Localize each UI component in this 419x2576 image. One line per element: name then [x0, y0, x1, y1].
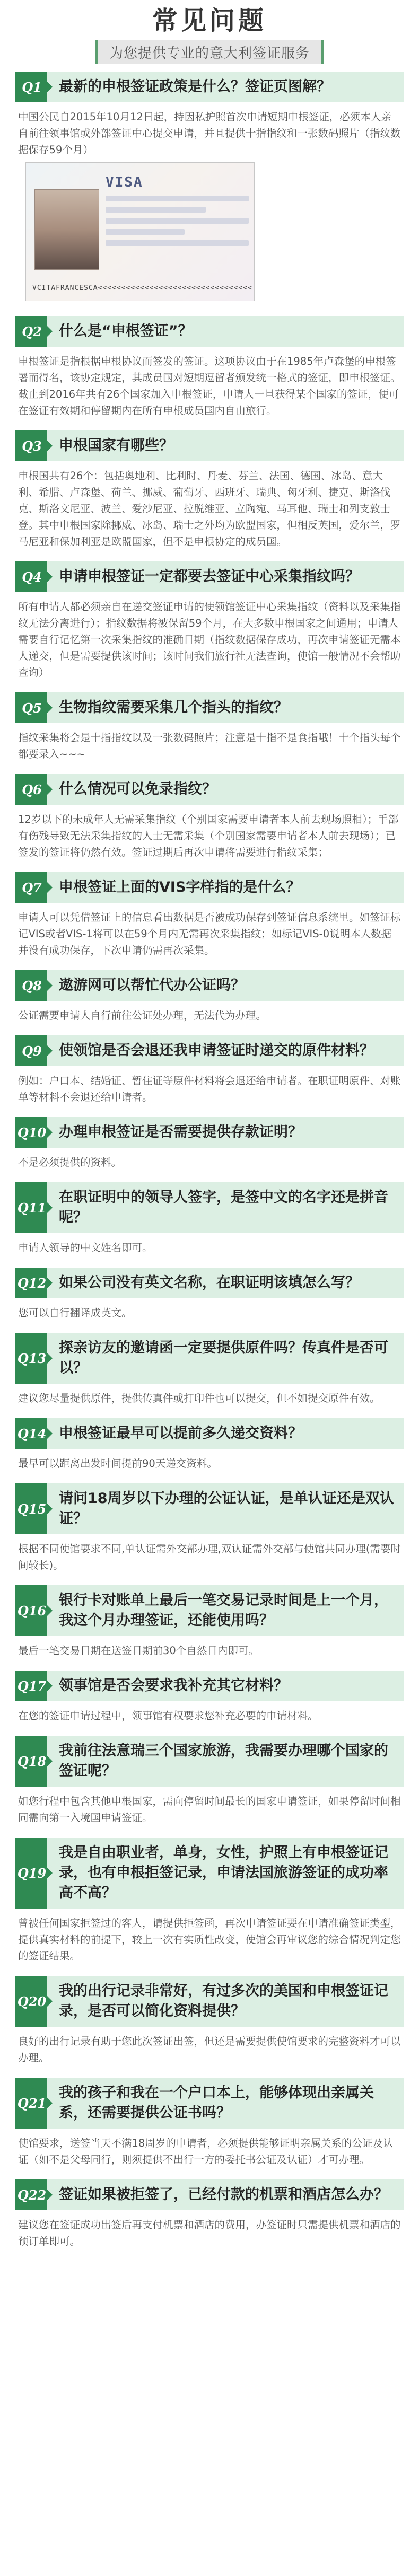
faq-item [15, 970, 404, 1028]
question-row[interactable] [15, 1268, 404, 1298]
answer-block [15, 1384, 404, 1411]
answer-block [15, 1787, 404, 1830]
answer-block [15, 1298, 404, 1325]
answer-text: 良好的出行记录有助于您此次签证出签，但还是需要提供使馆要求的完整资料才可以办理。 [18, 2035, 401, 2064]
question-text: 请问18周岁以下办理的公证认证，是单认证还是双认证？ [59, 1490, 394, 1527]
question-text: 申根国家有哪些？ [59, 437, 173, 454]
question-number-badge: Q21 [16, 2078, 47, 2129]
faq-item [15, 1483, 404, 1578]
question-text: 申根签证最早可以提前多久递交资料？ [59, 1425, 302, 1441]
question-row[interactable] [15, 1483, 404, 1534]
question-row[interactable] [15, 1671, 404, 1701]
faq-item [15, 561, 404, 685]
question-text: 生物指纹需要采集几个指头的指纹？ [59, 699, 288, 716]
faq-item [15, 1117, 404, 1175]
answer-text: 根据不同使馆要求不同,单认证需外交部办理,双认证需外交部与使馆共同办理(需要时间较长)。 [18, 1543, 401, 1571]
page-header [0, 0, 419, 64]
answer-block [15, 1636, 404, 1663]
question-row[interactable] [15, 1585, 404, 1636]
question-number-badge: Q16 [16, 1585, 47, 1636]
answer-text: 使馆要求，送签当天不满18周岁的申请者，必须提供能够证明亲属关系的公证及认证（如不是父母同行，则须提供不出行一方的委托书公证及认证）才可办理。 [18, 2137, 394, 2166]
question-row[interactable] [15, 1117, 404, 1148]
question-row[interactable] [15, 561, 404, 592]
faq-item [15, 2078, 404, 2172]
answer-block [15, 1449, 404, 1476]
faq-item [15, 1182, 404, 1260]
faq-item [15, 430, 404, 554]
faq-item [15, 1333, 404, 1411]
question-text: 什么是“申根签证”？ [59, 323, 193, 339]
answer-block [15, 805, 404, 865]
answer-text: 申请人可以凭借签证上的信息看出数据是否被成功保存到签证信息系统里。如签证标记VIS或者VIS-1将可以在59个月内无需再次采集指纹；如标记VIS-0说明本人数据并没有成功保存，下次申请仍需再次采集。 [18, 911, 401, 956]
question-number-badge: Q20 [16, 1976, 47, 2027]
question-row[interactable] [15, 1035, 404, 1066]
faq-item [15, 1418, 404, 1476]
question-row[interactable] [15, 1182, 404, 1233]
question-text: 签证如果被拒签了，已经付款的机票和酒店怎么办？ [59, 2186, 388, 2203]
question-row[interactable] [15, 1838, 404, 1909]
answer-text: 建议您尽量提供原件，提供传真件或打印件也可以提交，但不如提交原件有效。 [18, 1392, 380, 1404]
question-number-badge: Q12 [16, 1268, 47, 1298]
answer-block [15, 1001, 404, 1028]
answer-text: 指纹采集将会是十指指纹以及一张数码照片；注意是十指不是食指哦！十个指头每个都要录入~~~ [18, 732, 401, 760]
faq-list [15, 72, 404, 2254]
answer-text: 如您行程中包含其他申根国家，需向停留时间最长的国家申请签证，如果停留时间相同需向第一入境国申请签证。 [18, 1795, 401, 1824]
question-number-badge: Q6 [16, 774, 47, 805]
question-number-badge: Q14 [16, 1418, 47, 1449]
question-text: 在职证明中的领导人签字，是签中文的名字还是拼音呢？ [59, 1189, 388, 1226]
question-number-badge: Q8 [16, 970, 47, 1001]
answer-block [15, 347, 404, 423]
answer-block [15, 1701, 404, 1728]
answer-text: 最早可以距离出发时间提前90天递交资料。 [18, 1457, 217, 1470]
question-text: 我是自由职业者，单身，女性，护照上有申根签证记录，也有申根拒签记录，申请法国旅游签证的成功率高不高？ [59, 1844, 388, 1901]
answer-text: 中国公民自2015年10月12日起，持因私护照首次申请短期申根签证，必须本人亲自前往领事馆或外部签证中心提交申请，并且提供十指指纹和一张数码照片（指纹数据保存59个月） [18, 111, 401, 156]
faq-item [15, 316, 404, 423]
question-number-badge: Q22 [16, 2179, 47, 2210]
answer-block [15, 903, 404, 963]
passport-photo [34, 189, 99, 270]
question-text: 探亲访友的邀请函一定要提供原件吗？传真件是否可以？ [59, 1340, 388, 1376]
question-number-badge: Q10 [16, 1117, 47, 1148]
answer-text: 申根签证是指根据申根协议而签发的签证。这项协议由于在1985年卢森堡的申根签署而得名，该协定规定，其成员国对短期逗留者颁发统一格式的签证，即申根签证。截止到2016年共有26个国家加入申根签证，申请人一旦获得某个国家的签证，便可在签证有效期和停留期内在所有申根成员国内自由旅行。 [18, 355, 401, 417]
question-text: 我的出行记录非常好，有过多次的美国和申根签证记录，是否可以简化资料提供？ [59, 1983, 388, 2019]
answer-text: 申根国共有26个：包括奥地利、比利时、丹麦、芬兰、法国、德国、冰岛、意大利、希腊、卢森堡、荷兰、挪威、葡萄牙、西班牙、瑞典、匈牙利、捷克、斯洛伐克、斯洛文尼亚、波兰、爱沙尼亚、拉脱维亚、立陶宛、马耳他、瑞士和列支敦士登。其中申根国家除挪威、冰岛、瑞士之外均为欧盟国家，但相反英国，爱尔兰，罗马尼亚和保加利亚是欧盟国家，但不是申根协定的成员国。 [18, 470, 401, 548]
question-number-badge: Q9 [16, 1035, 47, 1066]
page-title: 常见问题 [152, 6, 267, 36]
question-row[interactable] [15, 872, 404, 903]
question-text: 申请申根签证一定都要去签证中心采集指纹吗？ [59, 568, 360, 585]
answer-text: 您可以自行翻译成英文。 [18, 1307, 132, 1319]
answer-text: 在您的签证申请过程中，领事馆有权要求您补充必要的申请材料。 [18, 1710, 318, 1722]
answer-block [15, 1534, 404, 1578]
answer-text: 建议您在签证成功出签后再支付机票和酒店的费用，办签证时只需提供机票和酒店的预订单即可。 [18, 2219, 401, 2247]
question-row[interactable] [15, 970, 404, 1001]
question-number-badge: Q11 [16, 1182, 47, 1233]
faq-item [15, 872, 404, 963]
faq-item [15, 1268, 404, 1325]
answer-text: 最后一笔交易日期在送签日期前30个自然日内即可。 [18, 1645, 259, 1657]
question-text: 如果公司没有英文名称，在职证明该填怎么写？ [59, 1274, 360, 1291]
answer-text: 例如：户口本、结婚证、暂住证等原件材料将会退还给申请者。在职证明原件、对账单等材料不会退还给申请者。 [18, 1075, 401, 1103]
question-row[interactable] [15, 774, 404, 805]
answer-block [15, 2129, 404, 2172]
faq-item [15, 1671, 404, 1728]
answer-block [15, 461, 404, 554]
question-row[interactable] [15, 72, 404, 102]
faq-item [15, 1585, 404, 1663]
question-row[interactable] [15, 1976, 404, 2027]
visa-mrz-line: VCITAFRANCESCA<<<<<<<<<<<<<<<<<<<<<<<<<<<<<<<<< [32, 280, 248, 293]
faq-item [15, 72, 404, 309]
answer-text: 申请人领导的中文姓名即可。 [18, 1242, 153, 1254]
question-row[interactable] [15, 1333, 404, 1384]
question-number-badge: Q18 [16, 1736, 47, 1787]
question-text: 遨游网可以帮忙代办公证吗？ [59, 977, 245, 994]
question-text: 银行卡对账单上最后一笔交易记录时间是上一个月，我这个月办理签证，还能使用吗？ [59, 1592, 388, 1629]
question-row[interactable] [15, 2078, 404, 2129]
question-number-badge: Q13 [16, 1333, 47, 1384]
question-row[interactable] [15, 1418, 404, 1449]
answer-block [15, 1909, 404, 1968]
answer-block [15, 723, 404, 767]
question-number-badge: Q15 [16, 1483, 47, 1534]
question-number-badge: Q2 [16, 316, 47, 347]
answer-block [15, 2027, 404, 2070]
question-text: 办理申根签证是否需要提供存款证明？ [59, 1124, 302, 1140]
answer-block [15, 2210, 404, 2254]
answer-block [15, 1233, 404, 1260]
faq-item [15, 1976, 404, 2070]
question-text: 使领馆是否会退还我申请签证时递交的原件材料？ [59, 1042, 374, 1059]
question-text: 最新的申根签证政策是什么？签证页图解？ [59, 78, 331, 95]
question-text: 什么情况可以免录指纹？ [59, 781, 216, 797]
question-number-badge: Q7 [16, 872, 47, 903]
question-number-badge: Q4 [16, 561, 47, 592]
faq-item [15, 2179, 404, 2254]
faq-item [15, 1838, 404, 1968]
question-text: 我前往法意瑞三个国家旅游，我需要办理哪个国家的签证呢？ [59, 1743, 388, 1779]
question-number-badge: Q19 [16, 1838, 47, 1909]
answer-block [15, 592, 404, 685]
question-row[interactable] [15, 430, 404, 461]
answer-text: 曾被任何国家拒签过的客人，请提供拒签函，再次申请签证要在申请准确签证类型，提供真实材料的前提下，较上一次有实质性改变，使馆会再审议您的综合情况判定您的签证结果。 [18, 1917, 401, 1962]
question-number-badge: Q17 [16, 1671, 47, 1701]
answer-text: 公证需要申请人自行前往公证处办理，无法代为办理。 [18, 1009, 267, 1022]
answer-text: 所有申请人都必须亲自在递交签证申请的使领馆签证中心采集指纹（资料以及采集指纹无法分离进行）；指纹数据将被保留59个月，在大多数申根国家之间通用；申请人需要自行记忆第一次采集指纹的准确日期（指纹数据保存成功，再次申请签证无需本人递交，但是需要提供该时间；该时间我们旅行社无法查询，使馆一般情况不会帮助查询） [18, 601, 401, 679]
question-number-badge: Q3 [16, 430, 47, 461]
answer-block [15, 102, 404, 309]
question-text: 申根签证上面的VIS字样指的是什么？ [59, 879, 301, 895]
question-row[interactable] [15, 2179, 404, 2210]
faq-item [15, 1035, 404, 1110]
question-row[interactable] [15, 692, 404, 723]
page-subtitle: 为您提供专业的意大利签证服务 [95, 40, 324, 64]
answer-block [15, 1148, 404, 1175]
faq-item [15, 774, 404, 865]
visa-sample-image [25, 162, 255, 301]
question-text: 领事馆是否会要求我补充其它材料？ [59, 1677, 288, 1694]
answer-text: 不是必须提供的资料。 [18, 1156, 122, 1168]
faq-item [15, 1736, 404, 1830]
answer-block [15, 1066, 404, 1110]
question-number-badge: Q5 [16, 692, 47, 723]
question-number-badge: Q1 [16, 72, 47, 102]
faq-item [15, 692, 404, 767]
question-row[interactable] [15, 316, 404, 347]
answer-text: 12岁以下的未成年人无需采集指纹（个别国家需要申请者本人前去现场照相）；手部有伤残导致无法采集指纹的人士无需采集（个别国家需要申请者本人前去现场）；已签发的签证将仍然有效。签证过期后再次申请将需要进行指纹采集； [18, 813, 399, 858]
visa-header-text: VISA [106, 174, 143, 190]
question-row[interactable] [15, 1736, 404, 1787]
visa-info-lines [106, 196, 249, 251]
question-text: 我的孩子和我在一个户口本上，能够体现出亲属关系，还需要提供公证书吗？ [59, 2085, 374, 2121]
